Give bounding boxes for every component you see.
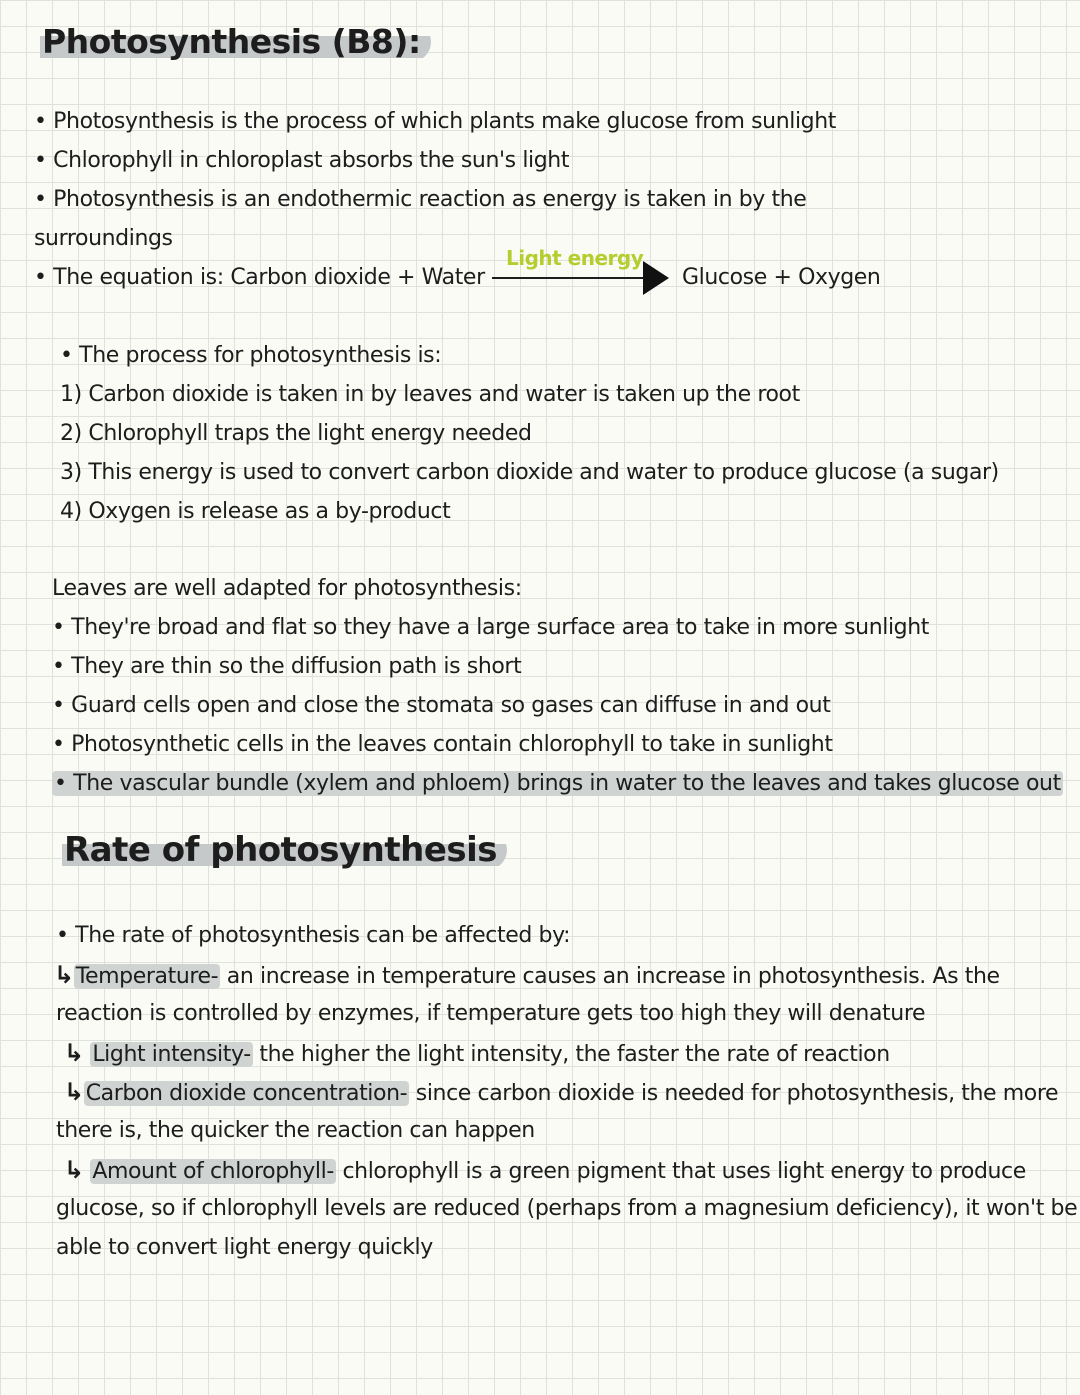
light-text: the higher the light intensity, the faster the rate of reaction — [252, 1042, 890, 1067]
factor-chlorophyll-cont-2: able to convert light energy quickly — [56, 1235, 433, 1260]
arrow-shaft — [492, 277, 644, 279]
rate-title: Rate of photosynthesis — [62, 830, 507, 870]
chevron-icon: ↳ — [64, 1156, 84, 1184]
process-step-1: 1) Carbon dioxide is taken in by leaves and water is taken up the root — [60, 382, 800, 407]
chevron-icon: ↳ — [64, 1039, 84, 1067]
factor-chlorophyll-cont-1: glucose, so if chlorophyll levels are reduced (perhaps from a magnesium deficiency), it won't be — [56, 1196, 1078, 1221]
chevron-icon: ↳ — [64, 1078, 84, 1106]
term-light-intensity: Light intensity- — [92, 1042, 251, 1067]
leaves-point-5 — [52, 769, 1063, 799]
leaves-point-4: • Photosynthetic cells in the leaves contain chlorophyll to take in sunlight — [52, 732, 833, 757]
process-step-3: 3) This energy is used to convert carbon dioxide and water to produce glucose (a sugar) — [60, 460, 999, 485]
term-co2: Carbon dioxide concentration- — [85, 1081, 408, 1106]
factor-light — [64, 1038, 890, 1070]
factor-temperature — [54, 960, 1000, 992]
chlorophyll-text: chlorophyll is a green pigment that uses light energy to produce — [335, 1159, 1026, 1184]
factor-co2-cont: there is, the quicker the reaction can happen — [56, 1118, 535, 1143]
rate-intro: • The rate of photosynthesis can be affected by: — [56, 923, 571, 948]
intro-line-3a: • Photosynthesis is an endothermic reaction as energy is taken in by the — [34, 187, 807, 212]
process-step-4: 4) Oxygen is release as a by-product — [60, 499, 451, 524]
leaves-point-5-text: • The vascular bundle (xylem and phloem) brings in water to the leaves and takes glucose out — [54, 771, 1061, 796]
term-temperature: Temperature- — [75, 964, 219, 989]
temperature-text: an increase in temperature causes an increase in photosynthesis. As the — [220, 964, 1000, 989]
intro-line-3b: surroundings — [34, 226, 173, 251]
factor-chlorophyll — [64, 1155, 1026, 1187]
factor-temperature-cont: reaction is controlled by enzymes, if temperature gets too high they will denature — [56, 1001, 926, 1026]
process-heading: • The process for photosynthesis is: — [60, 343, 442, 368]
arrow-label: Light energy — [506, 246, 644, 270]
chevron-icon: ↳ — [54, 961, 74, 989]
page-title: Photosynthesis (B8): — [40, 22, 431, 62]
process-step-2: 2) Chlorophyll traps the light energy needed — [60, 421, 532, 446]
leaves-point-3: • Guard cells open and close the stomata so gases can diffuse in and out — [52, 693, 831, 718]
co2-text: since carbon dioxide is needed for photosynthesis, the more — [409, 1081, 1059, 1106]
equation-products: Glucose + Oxygen — [682, 265, 881, 290]
intro-line-2: • Chlorophyll in chloroplast absorbs the sun's light — [34, 148, 570, 173]
intro-line-1: • Photosynthesis is the process of which plants make glucose from sunlight — [34, 109, 837, 134]
leaves-point-1: • They're broad and flat so they have a large surface area to take in more sunlight — [52, 615, 929, 640]
leaves-point-2: • They are thin so the diffusion path is short — [52, 654, 522, 679]
arrow-head-icon — [643, 261, 669, 295]
term-chlorophyll: Amount of chlorophyll- — [92, 1159, 334, 1184]
factor-co2 — [64, 1077, 1058, 1109]
equation-reactants: • The equation is: Carbon dioxide + Water — [34, 265, 485, 290]
leaves-heading: Leaves are well adapted for photosynthesis: — [52, 576, 522, 601]
